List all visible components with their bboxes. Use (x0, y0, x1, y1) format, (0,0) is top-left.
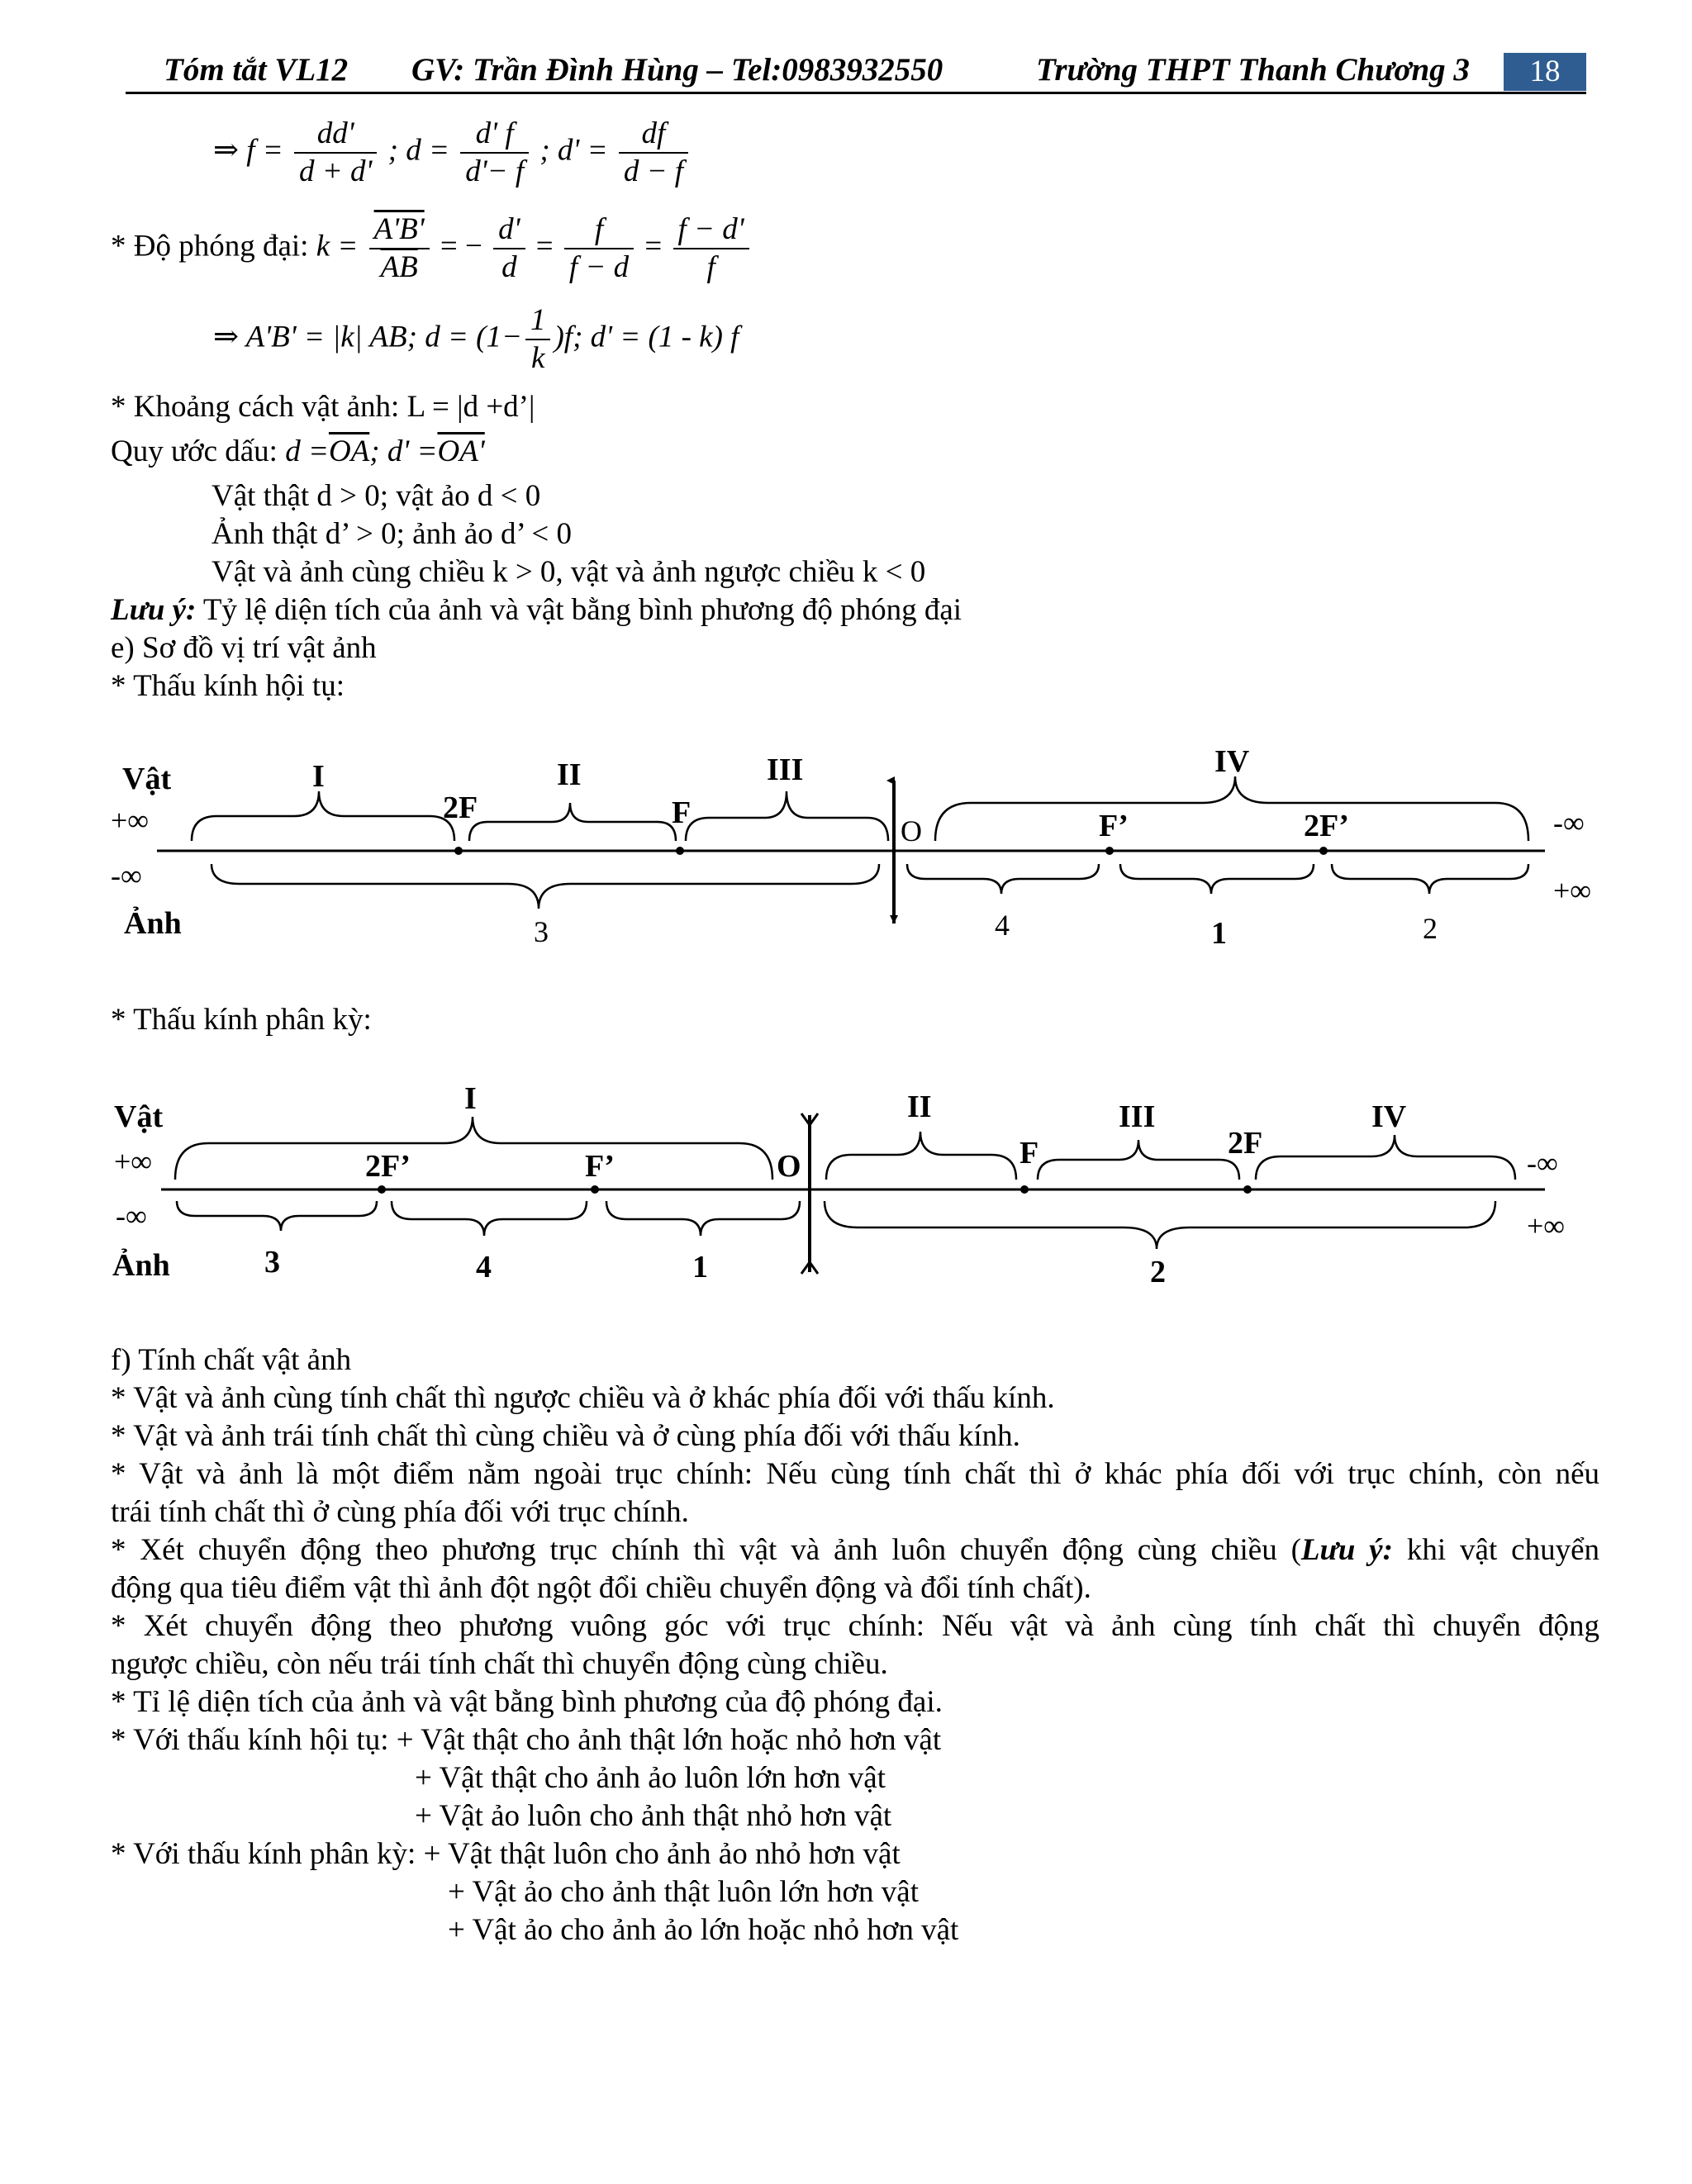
note-line (111, 591, 962, 629)
plus-inf-right: +∞ (1527, 1209, 1565, 1242)
k2-num: d' (493, 211, 525, 249)
point-2F (454, 847, 463, 855)
note-text: Tỷ lệ diện tích của ảnh và vật bằng bình phương độ phóng đại (196, 593, 962, 627)
d-prefix: ; d = (387, 133, 449, 168)
doc-title: Tóm tắt VL12 (164, 52, 349, 88)
k2-den: d (501, 250, 517, 284)
sign-dp: ; d' = (369, 434, 438, 468)
page-number: 18 (1504, 53, 1586, 91)
zone-I-label: I (312, 759, 325, 794)
converging-case-3: + Vật ảo luôn cho ảnh thật nhỏ hơn vật (415, 1799, 892, 1833)
property-3b: trái tính chất thì ở cùng phía đối với trục chính. (111, 1495, 689, 1529)
ab-prefix: ⇒ A'B' = |k| AB; d = (1− (213, 320, 522, 354)
num-2: 2 (1150, 1255, 1166, 1289)
brace-4 (392, 1201, 587, 1236)
school-name: Trường THPT Thanh Chương 3 (1036, 52, 1470, 88)
lens-arrow-down (890, 915, 898, 923)
point-Fp (591, 1185, 599, 1194)
zone-I-label: I (464, 1081, 477, 1116)
point-2F (1243, 1185, 1252, 1194)
property-2: * Vật và ảnh trái tính chất thì cùng chiều và ở cùng phía đối với thấu kính. (111, 1419, 1020, 1453)
sign-oap: OA' (437, 434, 485, 468)
label-F: F (1019, 1136, 1039, 1170)
minus-inf-right: -∞ (1527, 1147, 1558, 1180)
label-2F: 2F (1228, 1126, 1263, 1161)
brace-3 (212, 864, 879, 909)
points (443, 791, 1349, 855)
property-5b: ngược chiều, còn nếu trái tính chất thì chuyển động cùng chiều. (111, 1647, 888, 1681)
anh-label: Ảnh (112, 1248, 170, 1283)
image-braces (177, 1201, 1495, 1249)
sign-convention (111, 433, 485, 471)
1k-num: 1 (525, 302, 551, 340)
brace-II (826, 1132, 1016, 1180)
p4a-part2: khi vật chuyển (1392, 1533, 1600, 1567)
plus-inf-left: +∞ (114, 1145, 152, 1178)
num-4: 4 (476, 1250, 492, 1284)
point-2Fp (1319, 847, 1328, 855)
diverging-heading: * Thấu kính phân kỳ: (111, 1003, 372, 1037)
brace-2 (825, 1201, 1495, 1249)
k4-num: f − d' (673, 211, 749, 249)
d-num: d' f (460, 116, 529, 154)
zone-labels (464, 1081, 1407, 1134)
converging-case-1: * Với thấu kính hội tụ: + Vật thật cho ảnh thật lớn hoặc nhỏ hơn vật (111, 1723, 942, 1757)
num-3: 3 (264, 1245, 280, 1280)
anh-label: Ảnh (124, 906, 182, 941)
converging-lens-diagram (0, 727, 1692, 975)
k3-den: f − d (568, 250, 630, 284)
note-label: Lưu ý: (111, 593, 197, 627)
section-f: f) Tính chất vật ảnh (111, 1343, 352, 1377)
fraction-k3 (564, 211, 634, 286)
brace-4 (907, 864, 1099, 894)
fraction-k1 (369, 211, 430, 286)
plus-inf-left: +∞ (111, 804, 149, 837)
property-3a: * Vật và ảnh là một điểm nằm ngoài trục chính: Nếu cùng tính chất thì ở khác phía đối với trục chính, còn nếu (111, 1457, 1599, 1491)
num-4: 4 (995, 909, 1010, 942)
fraction-k2 (493, 211, 525, 286)
section-e: e) Sơ đồ vị trí vật ảnh (111, 631, 377, 665)
real-object-line: Vật thật d > 0; vật ảo d < 0 (212, 479, 541, 513)
brace-I (192, 791, 454, 841)
brace-3 (177, 1201, 377, 1231)
k-mid3: = (644, 229, 663, 264)
brace-I (175, 1117, 772, 1180)
sign-d: d = (285, 434, 329, 468)
plus-inf-right: +∞ (1553, 874, 1591, 907)
fraction-dp (619, 116, 688, 190)
zone-labels (312, 744, 1250, 794)
direction-line: Vật và ảnh cùng chiều k > 0, vật và ảnh ngược chiều k < 0 (212, 555, 926, 589)
point-F (676, 847, 684, 855)
header-rule (126, 92, 1586, 94)
property-4b: động qua tiêu điểm vật thì ảnh đột ngột đổi chiều chuyển động và đổi tính chất). (111, 1571, 1091, 1605)
distance-line: * Khoảng cách vật ảnh: L = |d +d’| (111, 390, 535, 424)
num-3: 3 (534, 915, 549, 948)
image-braces (212, 864, 1528, 909)
brace-2 (1332, 864, 1528, 894)
label-2Fp: 2F’ (1304, 809, 1349, 843)
sign-label: Quy ước dấu: (111, 434, 278, 468)
num-1: 1 (692, 1250, 708, 1284)
fraction-d (460, 116, 529, 190)
label-2Fp: 2F’ (365, 1149, 411, 1184)
property-4a (111, 1531, 1599, 1569)
formula-magnification (111, 211, 753, 286)
fraction-k4 (673, 211, 749, 286)
vat-label: Vật (122, 762, 172, 796)
diverging-case-3: + Vật ảo cho ảnh ảo lớn hoặc nhỏ hơn vật (448, 1913, 959, 1947)
real-image-line: Ảnh thật d’ > 0; ảnh ảo d’ < 0 (212, 517, 572, 551)
formula-focal (213, 116, 692, 190)
converging-case-2: + Vật thật cho ảnh ảo luôn lớn hơn vật (415, 1761, 886, 1795)
p4a-part1: * Xét chuyển động theo phương trục chính thì vật và ảnh luôn chuyển động cùng chiều ( (111, 1533, 1301, 1567)
brace-II (469, 803, 676, 841)
ab-suffix: )f; d' = (1 - k) f (554, 320, 739, 354)
labels (112, 1099, 1565, 1283)
property-1: * Vật và ảnh cùng tính chất thì ngược chiều và ở khác phía đối với thấu kính. (111, 1381, 1055, 1415)
formula-image-size (213, 302, 739, 377)
label-Fp: F’ (1099, 809, 1129, 843)
label-O: O (777, 1149, 801, 1184)
p4a-note: Lưu ý: (1300, 1533, 1393, 1567)
zone-III-label: III (1119, 1099, 1156, 1134)
f-den: d + d' (299, 154, 373, 188)
zone-III-label: III (767, 753, 804, 787)
zone-II-label: II (907, 1090, 932, 1124)
brace-III (686, 791, 888, 841)
k-mid1: = − (440, 229, 482, 264)
vat-label: Vật (114, 1099, 164, 1134)
diverging-lens-diagram (0, 1066, 1692, 1305)
points (365, 1126, 1262, 1194)
brace-IV (935, 776, 1528, 841)
zone-IV-label: IV (1371, 1099, 1407, 1134)
point-F (1020, 1185, 1029, 1194)
diverging-case-2: + Vật ảo cho ảnh thật luôn lớn hơn vật (448, 1875, 920, 1909)
brace-1 (1120, 864, 1314, 894)
f-num: dd' (294, 116, 377, 154)
label-O: O (901, 814, 922, 847)
brace-IV (1256, 1135, 1515, 1180)
k1-num: A'B' (369, 211, 430, 249)
num-1: 1 (1211, 916, 1227, 951)
brace-III (1038, 1140, 1239, 1180)
num-2: 2 (1423, 912, 1438, 945)
converging-heading: * Thấu kính hội tụ: (111, 669, 345, 703)
k-label: * Độ phóng đại: (111, 229, 309, 264)
minus-inf-right: -∞ (1553, 806, 1585, 839)
label-2F: 2F (443, 791, 478, 825)
diverging-case-1: * Với thấu kính phân kỳ: + Vật thật luôn cho ảnh ảo nhỏ hơn vật (111, 1837, 901, 1871)
k1-den: AB (380, 250, 418, 284)
zone-II-label: II (557, 757, 582, 792)
dp-prefix: ; d' = (539, 133, 608, 168)
label-Fp: F’ (585, 1149, 615, 1184)
property-5a: * Xét chuyển động theo phương vuông góc với trục chính: Nếu vật và ảnh cùng tính chất thì chuyển động (111, 1609, 1599, 1643)
point-2Fp (378, 1185, 386, 1194)
dp-num: df (619, 116, 688, 154)
k-mid2: = (535, 229, 554, 264)
f-prefix: ⇒ f = (213, 133, 283, 168)
fraction-f (294, 116, 377, 190)
fraction-1k (525, 302, 551, 377)
k3-num: f (564, 211, 634, 249)
property-6: * Tỉ lệ diện tích của ảnh và vật bằng bình phương của độ phóng đại. (111, 1685, 943, 1719)
sign-oa: $\overline{OA}$ (328, 434, 370, 468)
k4-den: f (706, 250, 715, 284)
k-eq: k = (316, 229, 359, 264)
label-F: F (672, 795, 692, 830)
zone-IV-label: IV (1214, 744, 1250, 779)
d-den: d'− f (465, 154, 525, 188)
teacher-info: GV: Trần Đình Hùng – Tel:0983932550 (411, 52, 943, 88)
brace-1 (606, 1201, 800, 1236)
1k-den: k (531, 341, 545, 375)
dp-den: d − f (623, 154, 684, 188)
minus-inf-left: -∞ (111, 859, 142, 892)
minus-inf-left: -∞ (116, 1199, 147, 1232)
point-Fp (1105, 847, 1114, 855)
